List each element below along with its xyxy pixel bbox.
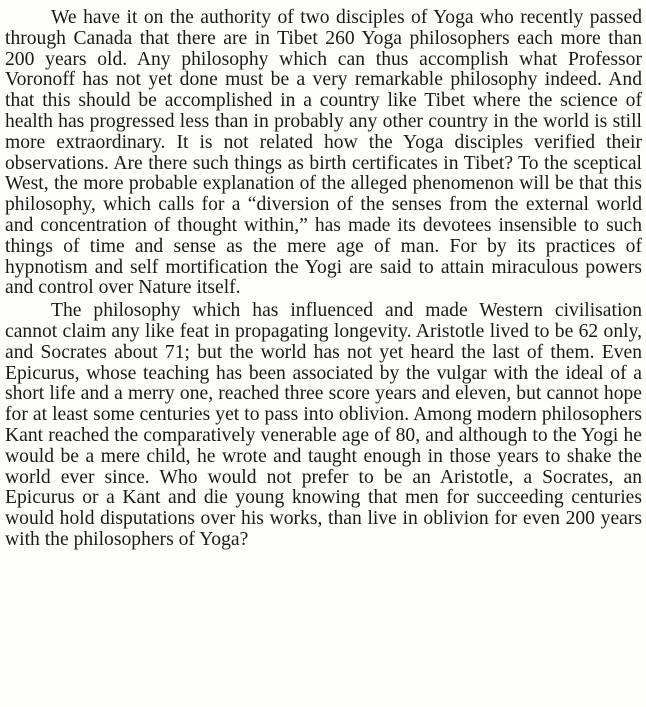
paragraph-western-philosophers: The philosophy which has influenced and made Western civilisation cannot claim any like feat in propagating longevity. Aristotle lived to be 62 only, and Socrates about 71; but the world has not yet heard the last of them. Even Epicurus, whose teaching has been associated by the vulgar with the ideal of a short life and a merry one, reached three score years and eleven, but cannot hope for at least some centuries yet to pass into oblivion. Among modern philosophers Kant reached the comparatively venerable age of 80, and although to the Yogi he would be a mere child, he wrote and taught enough in those years to shake the world ever since. Who would not prefer to be an Aristotle, a Socrates, an Epicurus or a Kant and die young knowing that men for succeeding centuries would hold disputations over his works, than live in oblivion for even 200 years with the philosophers of Yoga?: [5, 300, 642, 550]
paragraph-yoga-tibet: We have it on the authority of two disciples of Yoga who recently passed through Canada that there are in Tibet 260 Yoga philosophers each more than 200 years old. Any philosophy which can thus accomplish what Professor Voronoff has not yet done must be a very remarkable philosophy indeed. And that this should be accomplished in a country like Tibet where the science of health has progressed less than in probably any other country in the world is still more extraordinary. It is not related how the Yoga disciples verified their observations. Are there such things as birth certificates in Tibet? To the sceptical West, the more probable explanation of the alleged phenomenon will be that this philosophy, which calls for a “diversion of the senses from the external world and concentration of thought within,” has made its devotees insensible to such things of time and sense as the mere age of man. For by its practices of hypnotism and self mortification the Yogi are said to attain miraculous powers and control over Nature itself.: [5, 7, 642, 299]
